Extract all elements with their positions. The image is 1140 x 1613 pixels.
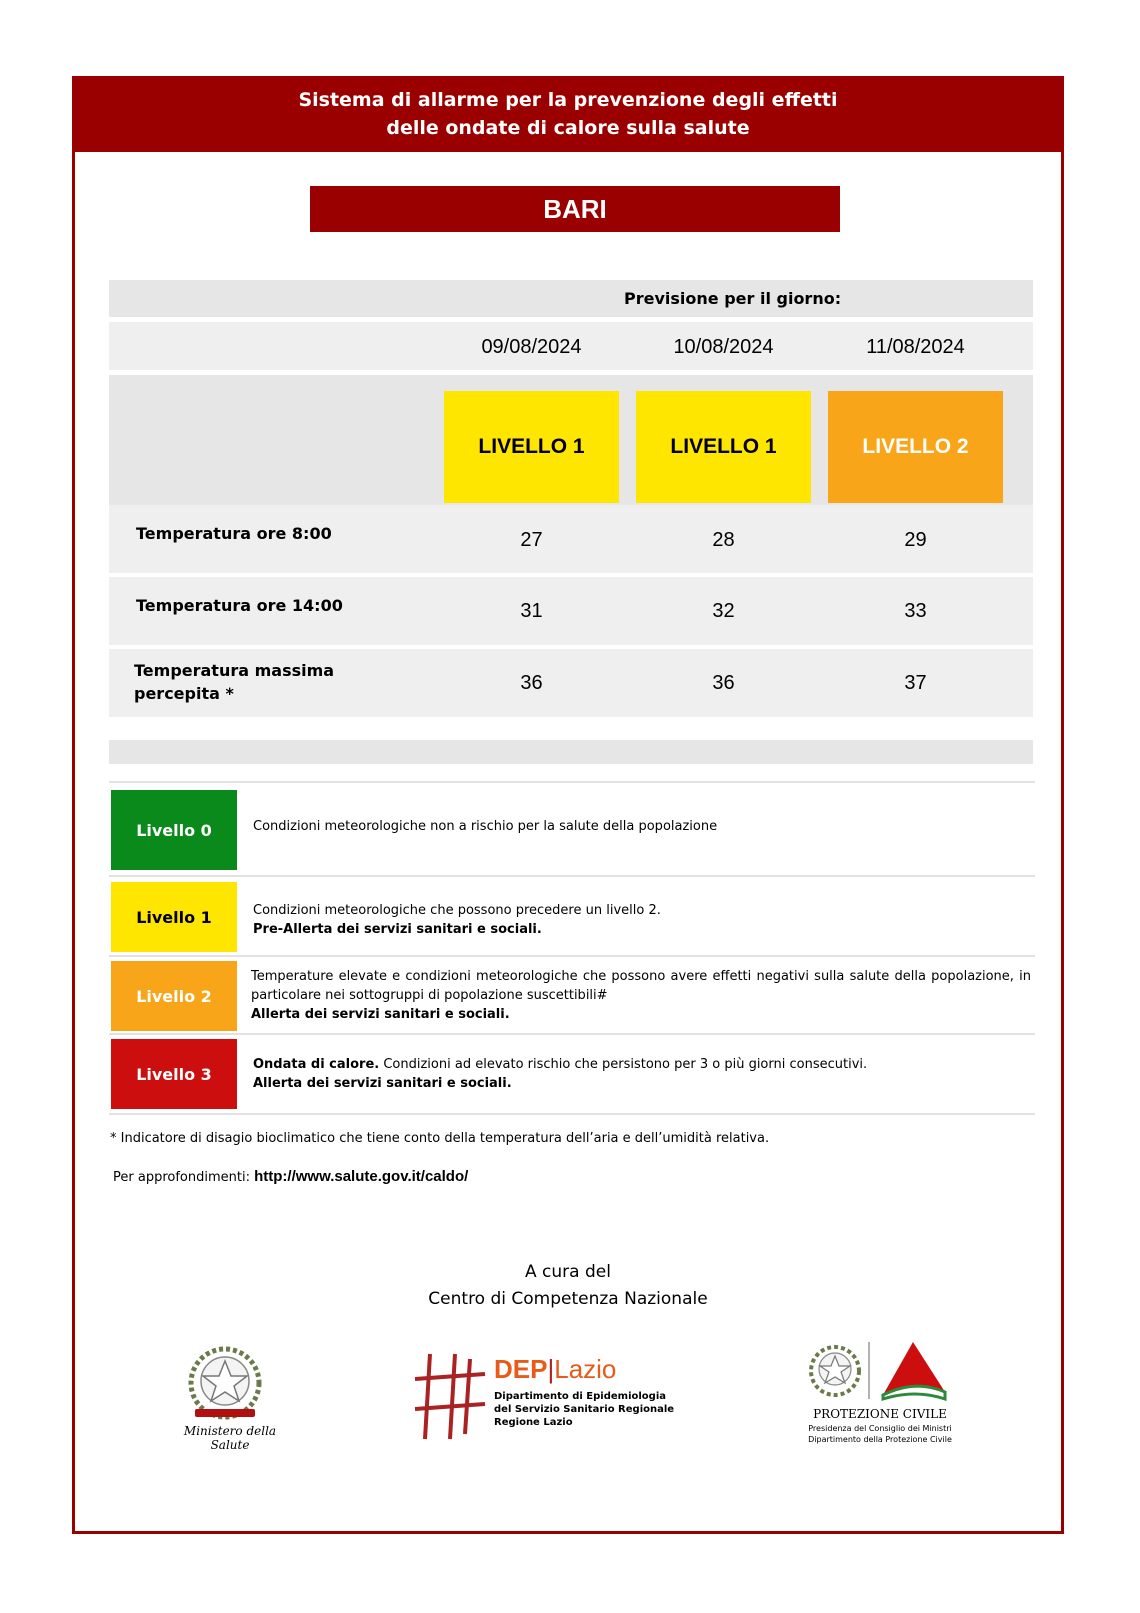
dep-brand-lazio: Lazio xyxy=(554,1354,617,1384)
legend-description xyxy=(253,1055,1023,1093)
level-badge: LIVELLO 1 xyxy=(444,391,619,503)
divider xyxy=(109,875,1035,877)
more-info xyxy=(113,1168,468,1185)
ministero-caption: Ministero della Salute xyxy=(183,1424,277,1452)
temp-max-label-line2: percepita * xyxy=(134,684,234,703)
temp-value: 33 xyxy=(904,600,927,622)
level-badge: LIVELLO 2 xyxy=(828,391,1003,503)
temp-value: 27 xyxy=(520,529,543,551)
protezione-civile-logo xyxy=(805,1337,965,1457)
table-footer-bar xyxy=(109,740,1033,764)
dep-brand: DEP|Lazio xyxy=(494,1354,617,1384)
credit xyxy=(75,1259,1061,1313)
legend-level-badge: Livello 3 xyxy=(111,1039,237,1109)
dep-mark-icon xyxy=(410,1349,490,1444)
protezione-line: Presidenza del Consiglio dei Ministri xyxy=(808,1424,952,1433)
forecast-date: 10/08/2024 xyxy=(673,336,774,358)
temp-value: 36 xyxy=(520,672,543,694)
dep-line: Dipartimento di Epidemiologia xyxy=(494,1391,667,1402)
legend-text: Temperature elevate e condizioni meteorologiche che possono avere effetti negativi sulla salute della popolazione, in particolare nei sottogruppi di popolazione suscettibili# xyxy=(251,969,1031,1003)
forecast-date: 11/08/2024 xyxy=(866,336,965,358)
temp-value: 29 xyxy=(904,529,927,551)
protezione-title: PROTEZIONE CIVILE xyxy=(813,1407,947,1421)
temp-14-row xyxy=(109,577,1033,645)
dep-brand-ep: EP xyxy=(512,1354,548,1384)
protezione-emblem-icon xyxy=(805,1337,955,1407)
dep-text xyxy=(494,1390,674,1429)
temp-value: 37 xyxy=(904,672,927,694)
legend-text: Condizioni meteorologiche non a rischio per la salute della popolazione xyxy=(253,819,718,834)
temp-max-row xyxy=(109,649,1033,717)
temp-value: 28 xyxy=(712,529,735,551)
divider xyxy=(109,781,1035,783)
legend-level-badge: Livello 0 xyxy=(111,790,237,870)
forecast-date: 09/08/2024 xyxy=(481,336,582,358)
divider xyxy=(109,1113,1035,1115)
temp-value: 32 xyxy=(712,600,735,622)
temp-8-label: Temperatura ore 8:00 xyxy=(136,524,332,543)
dep-brand-d: D xyxy=(494,1354,513,1384)
dates-row xyxy=(109,322,1033,370)
divider xyxy=(109,1033,1035,1035)
legend-description xyxy=(251,967,1031,1024)
forecast-heading: Previsione per il giorno: xyxy=(624,289,842,308)
temp-14-label: Temperatura ore 14:00 xyxy=(136,596,343,615)
legend-text-bold: Allerta dei servizi sanitari e sociali. xyxy=(253,1076,512,1091)
legend-text: Condizioni meteorologiche che possono precedere un livello 2. xyxy=(253,903,661,918)
level-badge: LIVELLO 1 xyxy=(636,391,811,503)
header-banner xyxy=(75,79,1061,152)
legend-text-bold: Allerta dei servizi sanitari e sociali. xyxy=(251,1007,510,1022)
legend-level-badge: Livello 2 xyxy=(111,961,237,1031)
ministero-salute-logo xyxy=(165,1341,295,1451)
legend-text-bold: Ondata di calore. xyxy=(253,1057,380,1072)
header-title-line1: Sistema di allarme per la prevenzione degli effetti xyxy=(298,89,838,111)
credit-line2: Centro di Competenza Nazionale xyxy=(428,1289,708,1309)
levels-row xyxy=(109,375,1033,515)
legend-description xyxy=(253,817,1023,836)
legend-description xyxy=(253,901,1023,939)
city-name: BARI xyxy=(310,186,840,232)
forecast-heading-row xyxy=(109,280,1033,317)
dep-line: del Servizio Sanitario Regionale xyxy=(494,1404,675,1415)
legend-level-badge: Livello 1 xyxy=(111,882,237,952)
more-info-label: Per approfondimenti: xyxy=(113,1170,250,1185)
temp-8-row xyxy=(109,505,1033,573)
footnote: * Indicatore di disagio bioclimatico che tiene conto della temperatura dell’aria e dell’umidità relativa. xyxy=(110,1131,770,1146)
page-frame xyxy=(72,76,1064,1534)
protezione-line: Dipartimento della Protezione Civile xyxy=(808,1435,952,1444)
dep-lazio-logo xyxy=(410,1344,700,1454)
divider xyxy=(109,955,1035,957)
credit-line1: A cura del xyxy=(525,1262,611,1282)
more-info-link[interactable]: http://www.salute.gov.it/caldo/ xyxy=(254,1168,469,1185)
temp-max-label-line1: Temperatura massima xyxy=(134,661,335,680)
temp-max-label xyxy=(134,659,334,705)
temp-value: 31 xyxy=(520,600,543,622)
legend-text: Condizioni ad elevato rischio che persistono per 3 o più giorni consecutivi. xyxy=(379,1057,868,1072)
legend-text xyxy=(253,1055,1023,1074)
dep-line: Regione Lazio xyxy=(494,1417,573,1428)
header-title-line2: delle ondate di calore sulla salute xyxy=(386,117,750,139)
protezione-subtitle xyxy=(805,1423,955,1445)
temp-value: 36 xyxy=(712,672,735,694)
legend-text-bold: Pre-Allerta dei servizi sanitari e sociali. xyxy=(253,922,542,937)
